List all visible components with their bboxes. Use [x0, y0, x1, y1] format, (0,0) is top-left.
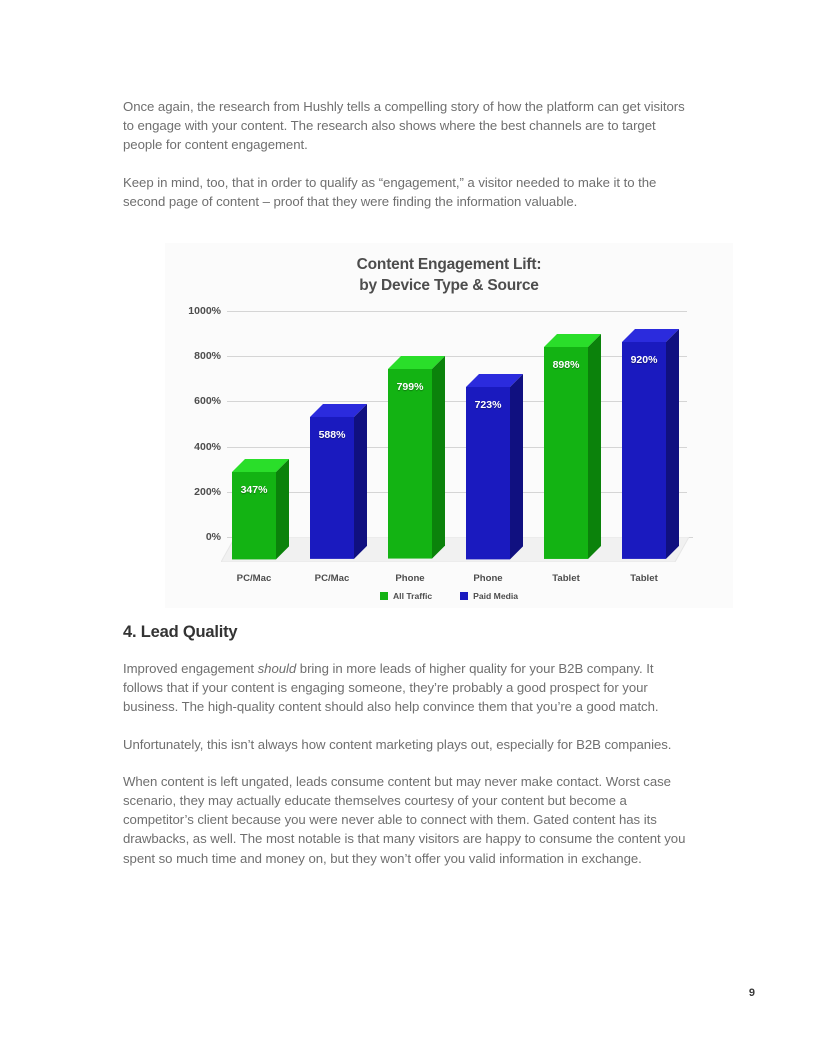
chart-bar [466, 374, 510, 559]
bar-3d-shape [232, 459, 291, 561]
bar-3d-shape [466, 374, 525, 561]
chart-legend [165, 591, 733, 601]
chart-floor-3d [221, 537, 689, 562]
page-content-lower [123, 622, 695, 886]
chart-bar [622, 329, 666, 559]
chart-plot-area [165, 243, 733, 608]
y-axis-tick-label: 800% [194, 350, 221, 363]
text-run: Unfortunately, this isn’t always how content marketing plays out, especially for B2B companies. [123, 736, 672, 752]
section-heading: 4. Lead Quality [123, 623, 238, 641]
bar-3d-shape [622, 329, 681, 561]
bar-value-label: 588% [318, 429, 346, 442]
chart-title-line-2: by Device Type & Source [359, 277, 539, 294]
gridline [227, 356, 687, 357]
y-axis-tick-label: 600% [194, 395, 221, 408]
bar-3d-shape [388, 356, 447, 561]
text-run: When content is left ungated, leads consume content but may never make contact. Worst case scenario, they may actually educate themselves courtesy of your content but become a competitor’s client because you were never able to connect with them. Gated content has its drawbacks, as well. The most notable is that many visitors are happy to consume the content you spent so much time and money on, but they won’t offer you valid information in exchange. [123, 773, 686, 866]
x-axis-tick-label: Phone [395, 573, 425, 584]
x-axis-tick-label: Phone [473, 573, 503, 584]
legend-label: Paid Media [473, 591, 519, 601]
bar-value-label: 347% [240, 483, 268, 496]
y-axis-tick-label: 200% [194, 485, 221, 498]
legend-swatch-icon [460, 592, 468, 600]
bar-3d-shape [310, 404, 369, 561]
x-axis-tick-label: Tablet [630, 573, 658, 584]
text-run: Keep in mind, too, that in order to qualify as “engagement,” a visitor needed to make it to the second page of content – proof that they were finding the information valuable. [123, 174, 657, 209]
bar-value-label: 723% [474, 398, 502, 411]
x-axis-tick-label: Tablet [552, 573, 580, 584]
gridline [227, 447, 687, 448]
legend-item [380, 591, 432, 601]
page-content [123, 97, 695, 229]
paragraph-intro-2 [123, 173, 695, 211]
chart-title-line-1: Content Engagement Lift: [356, 256, 542, 273]
text-run: bring in more leads of higher quality for your B2B company. It follows that if your content is engaging someone, they’re probably a good prospect for your business. The high-quality content should also help convince them that you’re a good match. [123, 661, 659, 715]
legend-item [460, 591, 518, 601]
chart-bar [232, 459, 276, 559]
bar-value-label: 920% [630, 354, 658, 367]
x-axis-tick-label: PC/Mac [236, 573, 272, 584]
y-axis [165, 243, 221, 608]
paragraph-lead-3 [123, 772, 695, 868]
chart-bar [310, 404, 354, 559]
chart-bar [388, 356, 432, 559]
paragraph-lead-1 [123, 659, 695, 717]
content-engagement-lift-chart [165, 243, 733, 608]
chart-bar [544, 334, 588, 559]
page-number: 9 [748, 987, 755, 999]
gridline [227, 311, 687, 312]
floor-polygon [221, 537, 689, 562]
paragraph-intro-1 [123, 97, 695, 155]
bar-value-label: 898% [552, 359, 580, 372]
y-axis-tick-label: 0% [205, 531, 221, 543]
bar-value-label: 799% [396, 381, 424, 394]
gridline [227, 401, 687, 402]
text-run: Improved engagement [123, 661, 258, 676]
legend-swatch-icon [380, 592, 388, 600]
text-run: Once again, the research from Hushly tells a compelling story of how the platform can get visitors to engage with your content. The research also shows where the best channels are to target people for content engagement. [123, 99, 685, 153]
y-axis-tick-label: 1000% [188, 305, 221, 317]
paragraph-lead-2 [123, 735, 695, 754]
legend-label: All Traffic [392, 591, 433, 601]
text-run: should [257, 661, 297, 676]
x-axis-tick-label: PC/Mac [314, 573, 350, 584]
bar-3d-shape [544, 334, 603, 561]
y-axis-tick-label: 400% [194, 440, 221, 453]
gridline [227, 492, 687, 493]
